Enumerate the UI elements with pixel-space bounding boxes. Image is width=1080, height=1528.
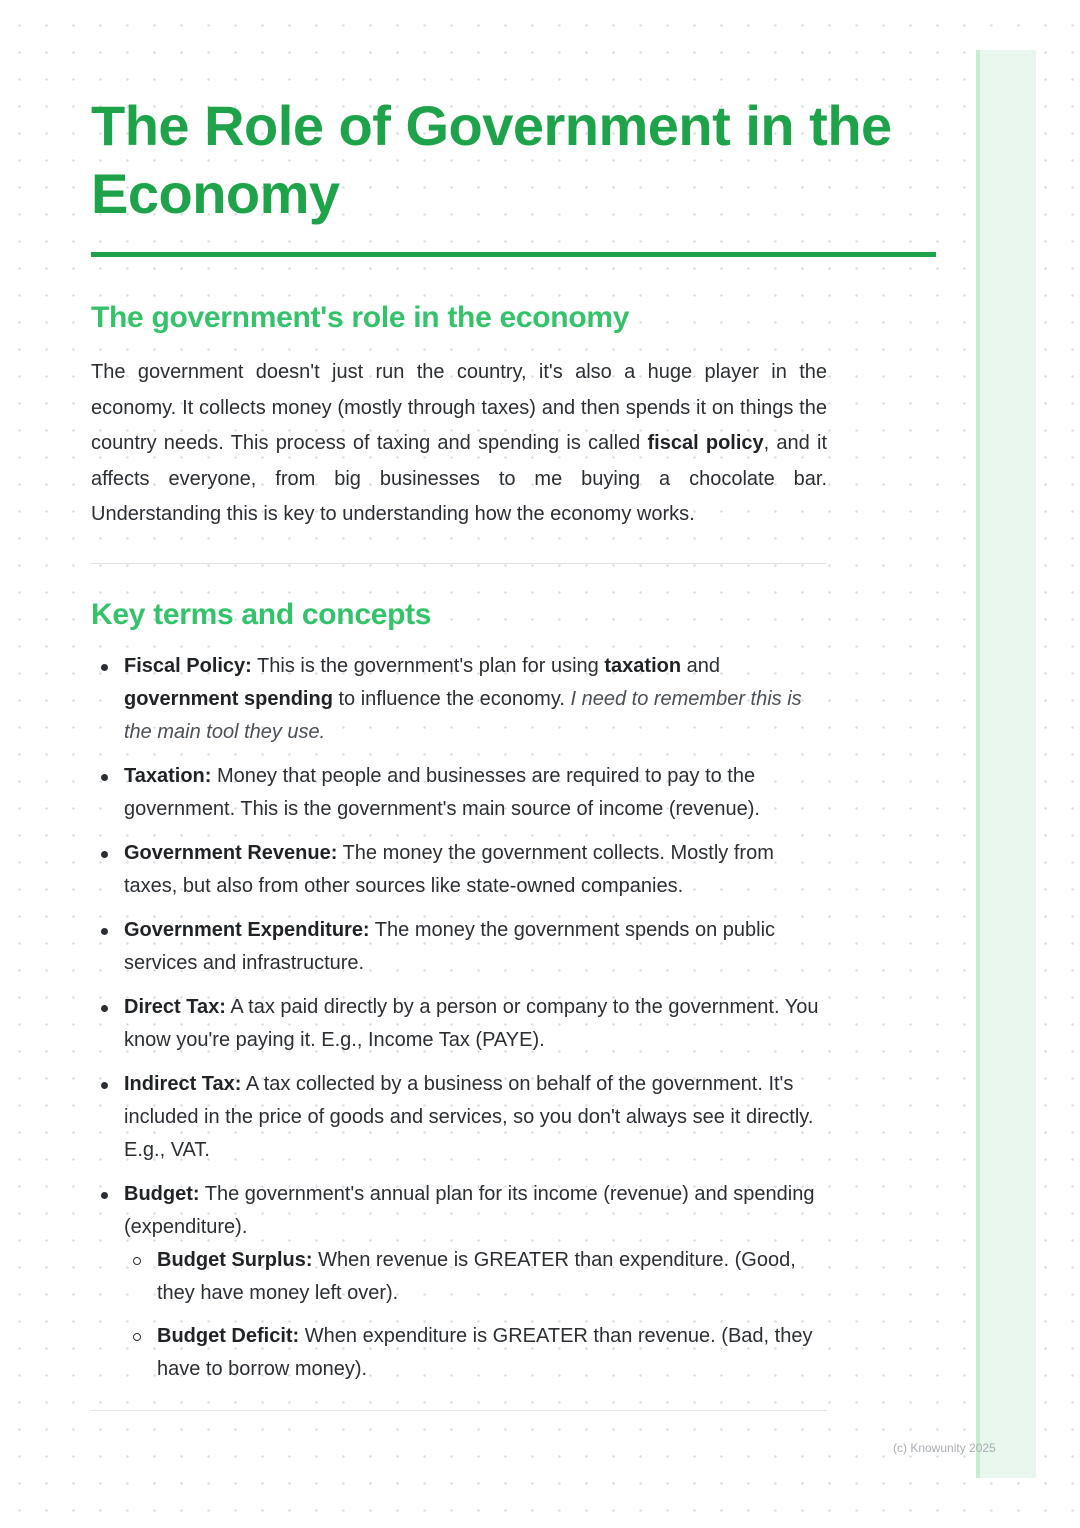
term-bold: government spending (124, 687, 333, 710)
term-text: The money the government collects. Mostly from taxes, but also from other sources like state-owned companies. (124, 841, 774, 897)
section-heading-role: The government's role in the economy (91, 301, 630, 334)
intro-text-1: The government doesn't just run the country, it's also a huge player in the economy. It collects money (mostly through taxes) and then spends it on things the country needs. This process of taxing and spending is called (91, 361, 827, 454)
list-item-taxation (91, 760, 827, 826)
term-label: Indirect Tax: (124, 1072, 242, 1095)
term-text: A tax paid directly by a person or company to the government. You know you're paying it. E.g., Income Tax (PAYE). (124, 995, 819, 1051)
term-label: Budget Surplus: (157, 1248, 313, 1271)
copyright-notice: (c) Knowunity 2025 (893, 1441, 996, 1455)
term-text: When revenue is GREATER than expenditure. (Good, they have money left over). (157, 1248, 796, 1304)
term-label: Fiscal Policy: (124, 654, 252, 677)
term-text: A tax collected by a business on behalf of the government. It's included in the price of goods and services, so you don't always see it directly. E.g., VAT. (124, 1072, 814, 1161)
budget-sublist (124, 1244, 827, 1386)
list-item-government-expenditure (91, 914, 827, 980)
term-label: Government Expenditure: (124, 918, 370, 941)
term-label: Direct Tax: (124, 995, 226, 1018)
list-item-budget (91, 1178, 827, 1386)
term-text: The government's annual plan for its income (revenue) and spending (expenditure). (124, 1182, 815, 1238)
term-text: The money the government spends on public services and infrastructure. (124, 918, 776, 974)
term-label: Budget Deficit: (157, 1324, 300, 1347)
term-label: Government Revenue: (124, 841, 338, 864)
section-heading-key-terms: Key terms and concepts (91, 597, 432, 631)
intro-paragraph (91, 355, 827, 533)
term-note: I need to remember this is the main tool they use. (124, 687, 802, 743)
content-column (91, 301, 827, 1411)
term-text: This is the government's plan for using (251, 654, 605, 677)
intro-bold-fiscal-policy: fiscal policy (647, 432, 764, 454)
sublist-item-budget-surplus (124, 1244, 827, 1310)
term-text: to influence the economy. (332, 687, 571, 710)
term-text: When expenditure is GREATER than revenue. (Bad, they have to borrow money). (157, 1324, 813, 1380)
term-bold: taxation (604, 654, 682, 677)
list-item-direct-tax (91, 991, 827, 1057)
title-underline (91, 252, 936, 257)
list-item-government-revenue (91, 837, 827, 903)
page-title: The Role of Government in the Economy (91, 94, 892, 225)
term-text: and (681, 654, 720, 677)
page-content (91, 92, 936, 1411)
sublist-item-budget-deficit (124, 1320, 827, 1386)
key-terms-list (91, 650, 827, 1386)
term-text: Money that people and businesses are required to pay to the government. This is the government's main source of income (revenue). (124, 764, 760, 820)
term-label: Taxation: (124, 764, 212, 787)
section-divider (91, 563, 827, 564)
bottom-divider (91, 1410, 827, 1411)
list-item-fiscal-policy (91, 650, 827, 749)
intro-text-2: , and it affects everyone, from big businesses to me buying a chocolate bar. Understanding this is key to understanding how the economy works. (91, 432, 828, 525)
side-margin-bar (976, 50, 1036, 1478)
list-item-indirect-tax (91, 1068, 827, 1167)
term-label: Budget: (124, 1182, 200, 1205)
